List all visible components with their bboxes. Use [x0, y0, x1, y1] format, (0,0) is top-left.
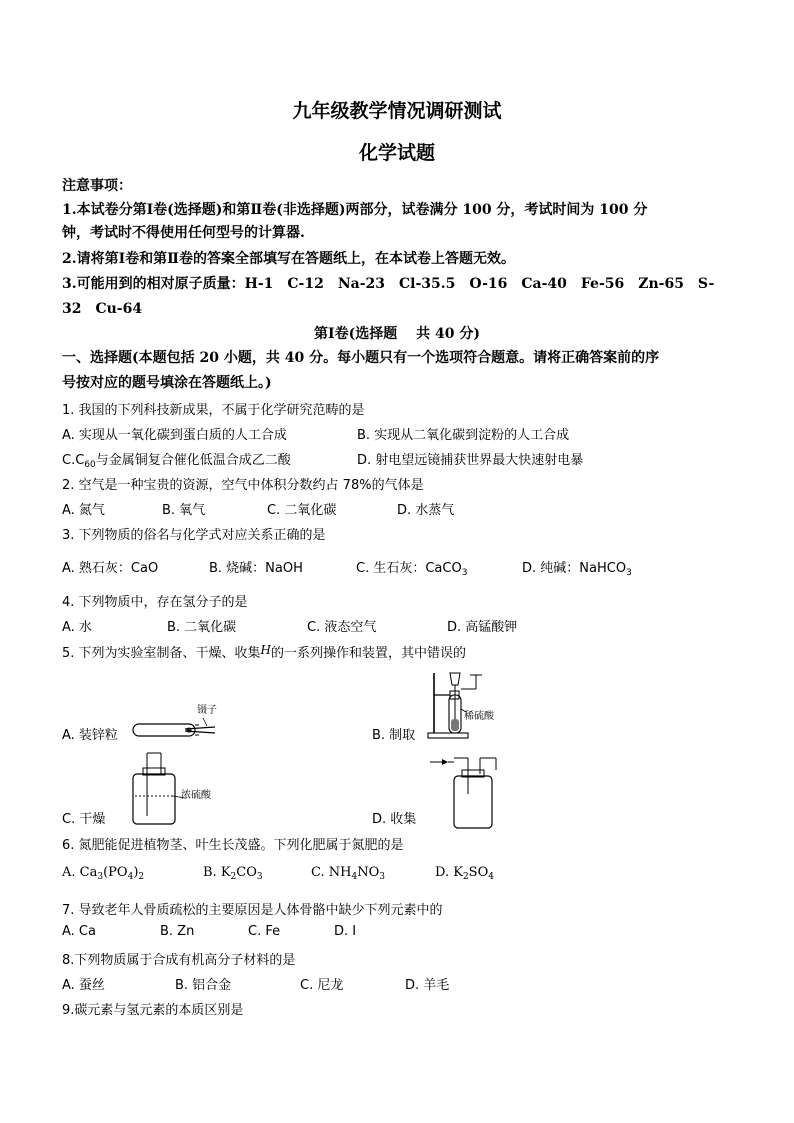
question-4-option-b: B. 二氧化碳 — [167, 620, 237, 635]
note-2: 2.请将第Ⅰ卷和第Ⅱ卷的答案全部填写在答题纸上，在本试卷上答题无效。 — [62, 251, 515, 267]
exam-title: 九年级教学情况调研测试 — [292, 100, 502, 122]
question-1-option-d: D. 射电望远镜捕获世界最大快速射电暴 — [357, 453, 584, 468]
question-2-stem: 2. 空气是一种宝贵的资源，空气中体积分数约占 78%的气体是 — [62, 478, 424, 493]
question-5-option-d: D. 收集 — [372, 812, 417, 827]
question-6-option-d: D. $K_2SO_4$ — [435, 865, 494, 882]
part-1-heading: 第Ⅰ卷(选择题 共 40 分) — [314, 326, 480, 342]
question-2-option-b: B. 氧气 — [162, 503, 206, 518]
question-5-stem: 5. 下列为实验室制备、干燥、收集H的一系列操作和装置，其中错误的 — [62, 643, 467, 661]
question-7-option-b: B. Zn — [160, 924, 195, 939]
question-6-option-a: A. $Ca_3(PO_4)_2$ — [62, 865, 145, 882]
question-3-option-c: C. 生石灰：CaCO$_3$ — [356, 561, 468, 578]
note-1-line-2: 钟，考试时不得使用任何型号的计算器. — [62, 225, 305, 241]
question-1-stem: 1. 我国的下列科技新成果，不属于化学研究范畴的是 — [62, 403, 365, 418]
note-3-line-2: 32 Cu-64 — [62, 301, 143, 317]
question-1-option-a: A. 实现从一氧化碳到蛋白质的人工合成 — [62, 428, 287, 443]
question-9-stem: 9.碳元素与氢元素的本质区别是 — [62, 1003, 244, 1018]
question-2-option-d: D. 水蒸气 — [397, 503, 455, 518]
tweezers-label: 镊子 — [197, 705, 217, 716]
test-tube-tweezers-diagram — [125, 698, 225, 748]
dilute-sulfuric-acid-label: 稀硫酸 — [464, 711, 494, 722]
question-1-option-b: B. 实现从二氧化碳到淀粉的人工合成 — [357, 428, 570, 443]
question-7-option-d: D. I — [334, 924, 357, 939]
question-3-option-b: B. 烧碱：NaOH — [209, 561, 303, 576]
notes-heading: 注意事项： — [62, 178, 132, 194]
question-8-option-a: A. 蚕丝 — [62, 978, 105, 993]
gas-generation-apparatus-diagram — [420, 665, 510, 740]
question-4-option-d: D. 高锰酸钾 — [447, 620, 518, 635]
question-7-option-a: A. Ca — [62, 924, 96, 939]
question-5-option-c: C. 干燥 — [62, 812, 106, 827]
question-7-option-c: C. Fe — [248, 924, 281, 939]
question-2-option-c: C. 二氧化碳 — [267, 503, 337, 518]
drying-bottle-diagram — [125, 748, 235, 828]
question-2-option-a: A. 氮气 — [62, 503, 105, 518]
question-4-stem: 4. 下列物质中，存在氢分子的是 — [62, 595, 248, 610]
question-4-option-c: C. 液态空气 — [307, 620, 377, 635]
note-1-line-1: 1.本试卷分第Ⅰ卷(选择题)和第Ⅱ卷(非选择题)两部分，试卷满分 100 分，考试时间为 100 分 — [62, 202, 648, 218]
question-8-option-b: B. 铝合金 — [175, 978, 232, 993]
concentrated-sulfuric-acid-label: 浓硫酸 — [181, 790, 211, 801]
exam-subtitle: 化学试题 — [358, 142, 435, 164]
question-6-stem: 6. 氮肥能促进植物茎、叶生长茂盛。下列化肥属于氮肥的是 — [62, 838, 404, 853]
gas-collection-bottle-diagram — [430, 752, 510, 832]
question-8-option-d: D. 羊毛 — [405, 978, 450, 993]
question-3-stem: 3. 下列物质的俗名与化学式对应关系正确的是 — [62, 528, 326, 543]
question-4-option-a: A. 水 — [62, 620, 92, 635]
section-1-line-1: 一、选择题(本题包括 20 小题，共 40 分。每小题只有一个选项符合题意。请将正确答案前的序 — [62, 350, 660, 366]
question-8-stem: 8.下列物质属于合成有机高分子材料的是 — [62, 953, 296, 968]
question-5-option-a: A. 装锌粒 — [62, 728, 118, 743]
question-6-option-c: C. $NH_4NO_3$ — [311, 865, 385, 882]
question-5-option-b: B. 制取 — [372, 728, 416, 743]
question-7-stem: 7. 导致老年人骨质疏松的主要原因是人体骨骼中缺少下列元素中的 — [62, 903, 443, 918]
question-8-option-c: C. 尼龙 — [300, 978, 344, 993]
section-1-line-2: 号按对应的题号填涂在答题纸上。) — [62, 375, 272, 391]
question-3-option-d: D. 纯碱：NaHCO$_3$ — [522, 561, 632, 578]
question-1-option-c: $C.C_{60}$与金属铜复合催化低温合成乙二酸 — [62, 453, 291, 470]
note-3-line-1: 3.可能用到的相对原子质量：H-1 C-12 Na-23 Cl-35.5 O-16 Ca-40 Fe-56 Zn-65 S- — [62, 276, 715, 292]
question-3-option-a: A. 熟石灰：CaO — [62, 561, 159, 576]
question-6-option-b: B. $K_2CO_3$ — [203, 865, 263, 882]
